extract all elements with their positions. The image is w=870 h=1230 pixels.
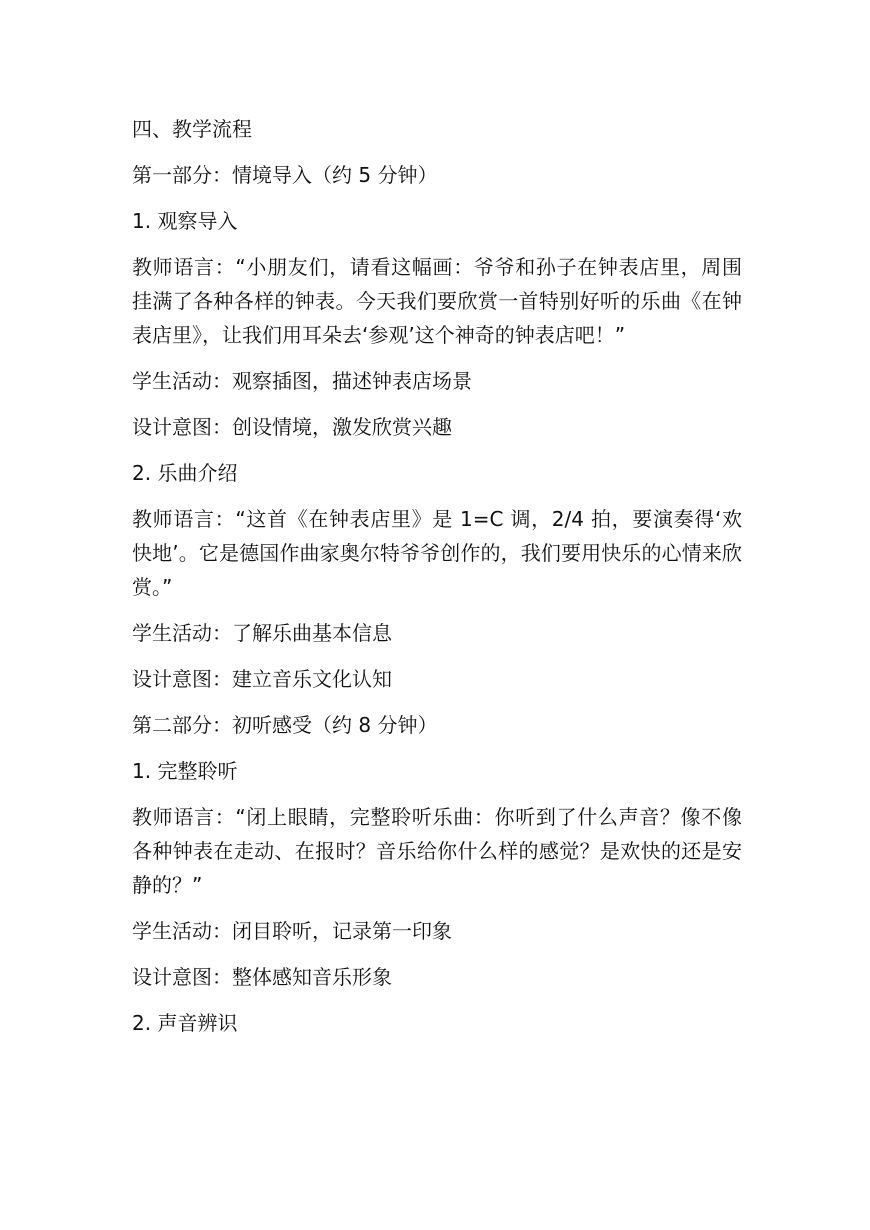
student-activity: 学生活动：观察插图，描述钟表店场景: [132, 369, 472, 393]
teacher-language: 教师语言：“小朋友们，请看这幅画：爷爷和孙子在钟表店里，周围挂满了各种各样的钟表。今天我们要欣赏一首特别好听的乐曲《在钟表店里》，让我们用耳朵去‘参观’这个神奇的钟表店吧！”: [132, 255, 742, 347]
step-heading: 2. 声音辨识: [132, 1011, 238, 1035]
step-heading: 2. 乐曲介绍: [132, 461, 238, 485]
step-heading: 1. 完整聆听: [132, 759, 238, 783]
design-intent: 设计意图：整体感知音乐形象: [132, 965, 392, 989]
step-heading: 1. 观察导入: [132, 209, 238, 233]
section-heading: 四、教学流程: [132, 117, 252, 141]
part-heading: 第二部分：初听感受（约 8 分钟）: [132, 713, 438, 737]
student-activity: 学生活动：了解乐曲基本信息: [132, 621, 392, 645]
document-body: [132, 112, 742, 1052]
design-intent: 设计意图：创设情境，激发欣赏兴趣: [132, 415, 452, 439]
teacher-language: 教师语言：“这首《在钟表店里》是 1=C 调，2/4 拍，要演奏得‘欢快地’。它是德国作曲家奥尔特爷爷创作的，我们要用快乐的心情来欣赏。”: [132, 507, 742, 599]
teacher-language: 教师语言：“闭上眼睛，完整聆听乐曲：你听到了什么声音？像不像各种钟表在走动、在报时？音乐给你什么样的感觉？是欢快的还是安静的？”: [132, 805, 742, 897]
student-activity: 学生活动：闭目聆听，记录第一印象: [132, 919, 452, 943]
design-intent: 设计意图：建立音乐文化认知: [132, 667, 392, 691]
part-heading: 第一部分：情境导入（约 5 分钟）: [132, 163, 438, 187]
